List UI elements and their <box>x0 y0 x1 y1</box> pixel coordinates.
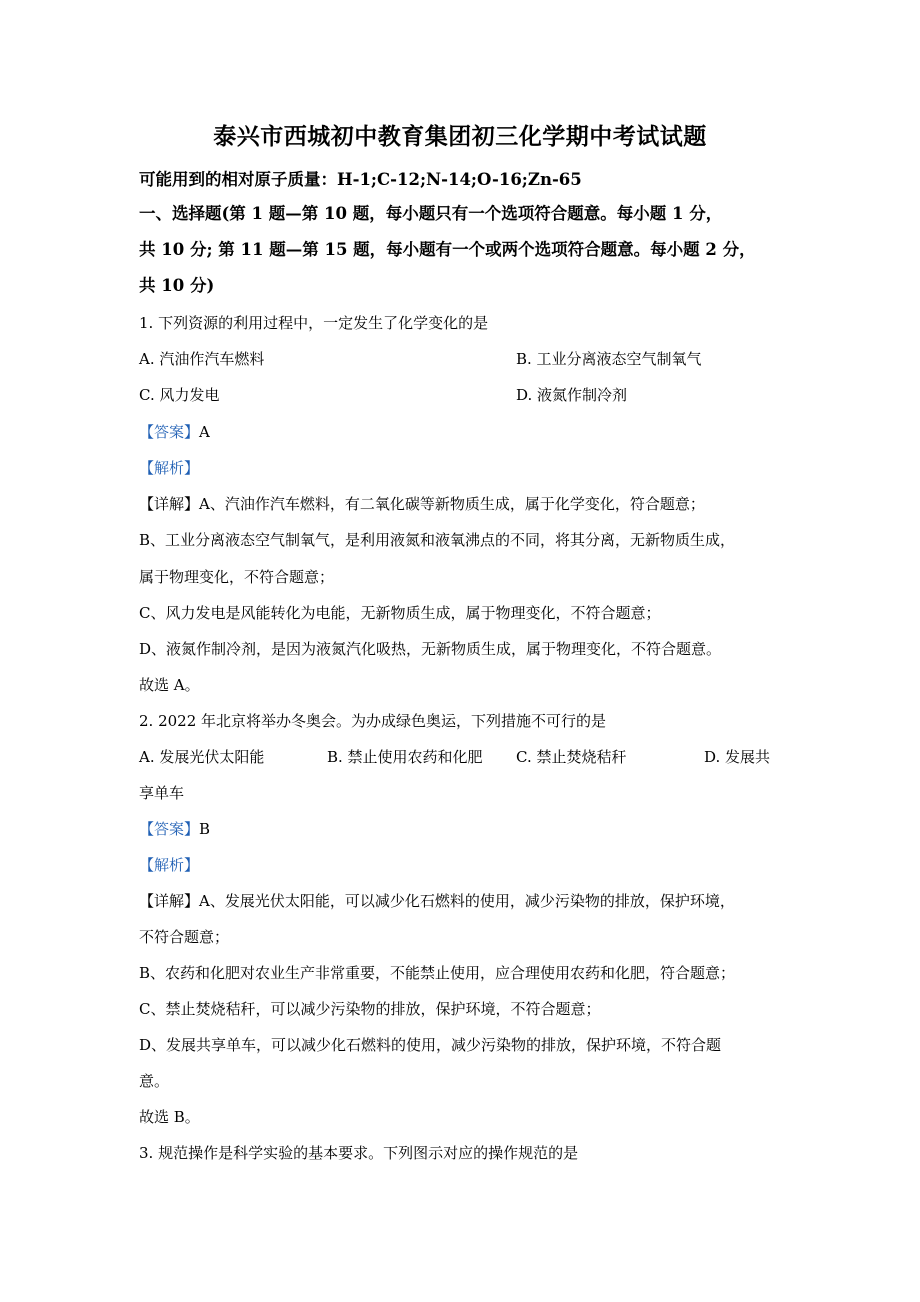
q2-analysis-tag: 【解析】 <box>139 856 200 874</box>
q1-option-d: D. 液氮作制冷剂 <box>516 386 628 404</box>
q2-detail-line-3: B、农药和化肥对农业生产非常重要，不能禁止使用，应合理使用农药和化肥，符合题意； <box>139 964 736 982</box>
q1-answer-line <box>139 422 210 442</box>
q1-analysis-tag: 【解析】 <box>139 459 200 477</box>
answer-value: A <box>199 423 210 441</box>
q2-detail-line-5: D、发展共享单车，可以减少化石燃料的使用，减少污染物的排放，保护环境，不符合题 <box>139 1036 722 1054</box>
q2-option-c: C. 禁止焚烧秸秆 <box>516 748 627 766</box>
q3-stem: 3. 规范操作是科学实验的基本要求。下列图示对应的操作规范的是 <box>139 1144 579 1162</box>
q2-option-d: D. 发展共 <box>704 748 771 766</box>
q1-detail-line-5: D、液氮作制冷剂，是因为液氮汽化吸热，无新物质生成，属于物理变化，不符合题意。 <box>139 640 722 658</box>
q2-conclusion: 故选 B。 <box>139 1108 200 1126</box>
section-heading-line-1: 一、选择题(第 1 题—第 10 题，每小题只有一个选项符合题意。每小题 1 分， <box>139 204 723 223</box>
q2-answer-line <box>139 819 210 839</box>
answer-value: B <box>199 820 211 838</box>
q1-option-c: C. 风力发电 <box>139 386 220 404</box>
q2-detail-line-1 <box>139 891 735 911</box>
q2-option-b: B. 禁止使用农药和化肥 <box>327 748 483 766</box>
detail-text: A、汽油作汽车燃料，有二氧化碳等新物质生成，属于化学变化，符合题意； <box>199 495 705 513</box>
q2-detail-line-6: 意。 <box>139 1072 170 1090</box>
answer-tag: 【答案】 <box>139 423 200 441</box>
section-heading-line-2: 共 10 分; 第 11 题—第 15 题，每小题有一个或两个选项符合题意。每小题 2 分， <box>139 240 756 259</box>
page-title: 泰兴市西城初中教育集团初三化学期中考试试题 <box>213 123 707 150</box>
answer-tag: 【答案】 <box>139 820 200 838</box>
q2-detail-line-4: C、禁止焚烧秸秆，可以减少污染物的排放，保护环境，不符合题意； <box>139 1000 601 1018</box>
q1-option-b: B. 工业分离液态空气制氧气 <box>516 350 702 368</box>
q1-detail-line-4: C、风力发电是风能转化为电能，无新物质生成，属于物理变化，不符合题意； <box>139 604 661 622</box>
q2-option-a: A. 发展光伏太阳能 <box>139 748 265 766</box>
atomic-mass-line: 可能用到的相对原子质量：H-1;C-12;N-14;O-16;Zn-65 <box>139 170 582 189</box>
q1-conclusion: 故选 A。 <box>139 676 200 694</box>
detail-text: A、发展光伏太阳能，可以减少化石燃料的使用，减少污染物的排放，保护环境， <box>199 892 735 910</box>
q1-stem: 1. 下列资源的利用过程中，一定发生了化学变化的是 <box>139 314 489 332</box>
q2-stem: 2. 2022 年北京将举办冬奥会。为办成绿色奥运，下列措施不可行的是 <box>139 712 607 730</box>
detail-tag: 【详解】 <box>139 892 200 910</box>
q2-option-d-wrap: 享单车 <box>139 784 185 802</box>
q2-detail-line-2: 不符合题意； <box>139 928 230 946</box>
section-heading-line-3: 共 10 分) <box>139 276 215 295</box>
q1-detail-line-1 <box>139 494 705 514</box>
detail-tag: 【详解】 <box>139 495 200 513</box>
q1-option-a: A. 汽油作汽车燃料 <box>139 350 265 368</box>
q1-detail-line-2: B、工业分离液态空气制氧气，是利用液氮和液氧沸点的不同，将其分离，无新物质生成， <box>139 531 736 549</box>
q1-detail-line-3: 属于物理变化，不符合题意； <box>139 568 335 586</box>
